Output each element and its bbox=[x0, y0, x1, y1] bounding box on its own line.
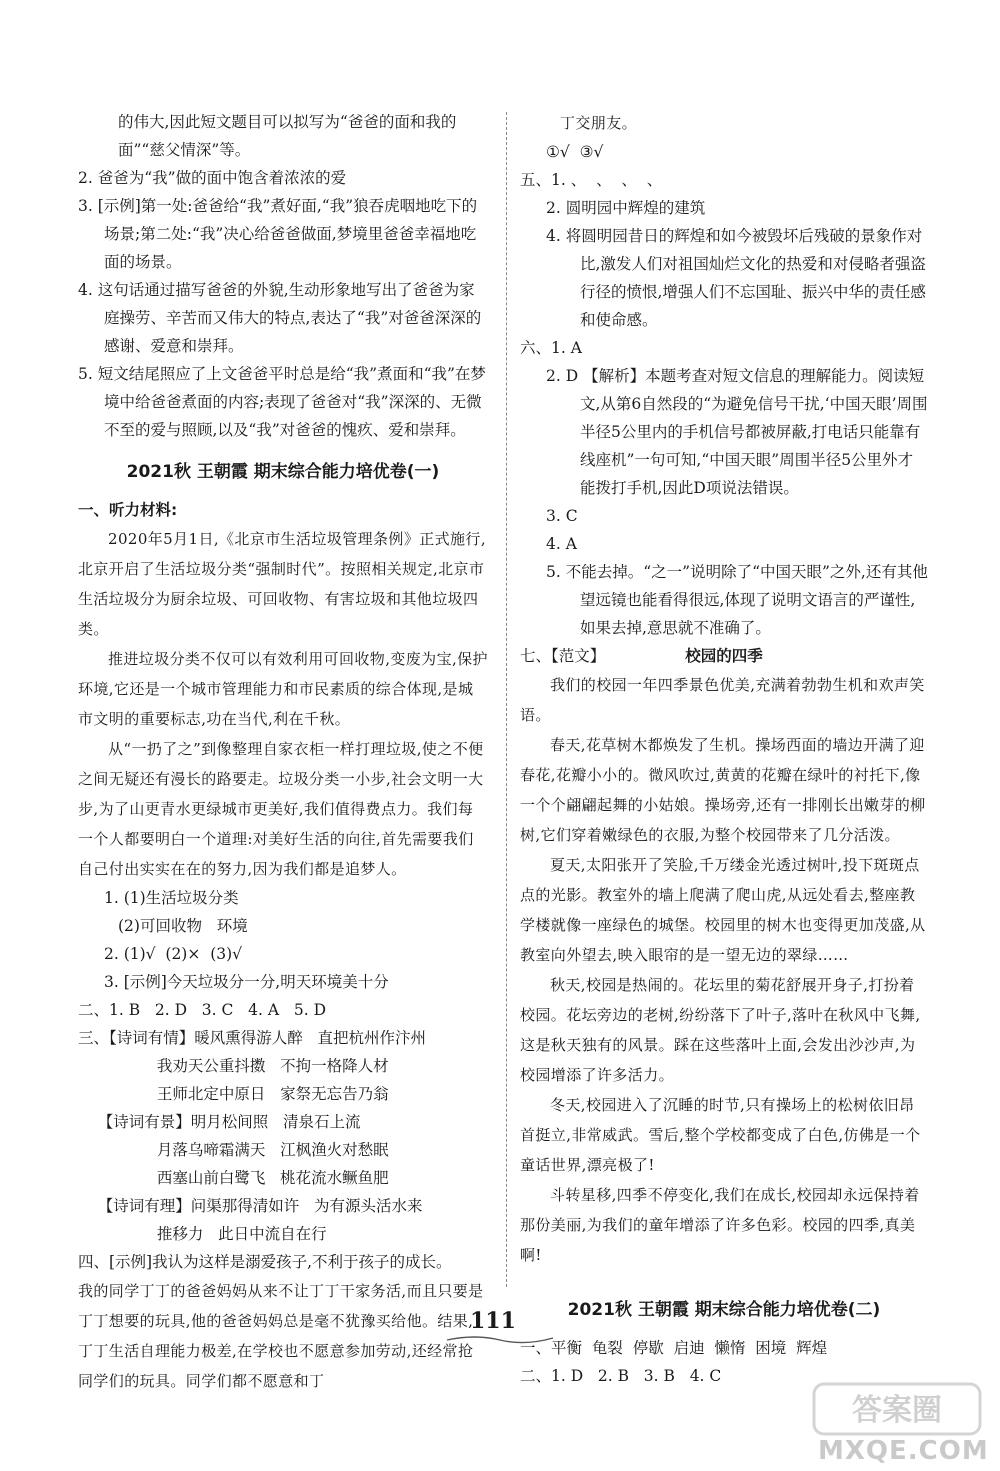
paragraph: 从“一扔了之”到像整理自家衣柜一样打理垃圾,使之不便之间无疑还有漫长的路要走。垃圾分类一小步,社会文明一大步,为了山更青水更绿城市更美好,我们值得费点力。我们每一个人都要明白一个道理:对美好生活的向往,首先需要我们自己付出实实在在的努力,因为我们都是追梦人。 bbox=[78, 740, 484, 878]
handwritten-answer bbox=[520, 108, 928, 138]
answer-item: 2. D 【解析】本题考查对短文信息的理解能力。阅读短文,从第6自然段的“为避免信号干扰,‘中国天眼’周围半径5公里内的手机信号都被屏蔽,打电话只能靠有线座机”一句可知,“中国天眼”周围半径5公里外才能拨打手机,因此D项说法错误。 bbox=[546, 367, 928, 497]
poem-line: 推移力 此日中流自在行 bbox=[78, 1225, 327, 1243]
watermark-text: MXQE.COM bbox=[818, 1436, 989, 1466]
poem-line: 月落乌啼霜满天 江枫渔火对愁眠 bbox=[78, 1141, 389, 1159]
section-title: 2021秋 王朝霞 期末综合能力培优卷(二) bbox=[567, 1300, 881, 1320]
paragraph: 秋天,校园是热闹的。花坛里的菊花舒展开身子,打扮着校园。花坛旁边的老树,纷纷落下了叶子,落叶在秋风中飞舞,这是秋天独有的风景。踩在这些落叶上面,会发出沙沙声,为校园增添了许多活力。 bbox=[520, 976, 921, 1084]
poem-line: 王师北定中原日 家祭无忘告乃翁 bbox=[78, 1085, 389, 1103]
section-label: 七、【范文】 bbox=[520, 647, 606, 665]
poem-answers bbox=[78, 1024, 488, 1248]
text-line: 的伟大,因此短文题目可以拟写为“爸爸的面和我的 bbox=[118, 113, 457, 131]
paragraph: 冬天,校园进入了沉睡的时节,只有操场上的松树依旧昂首挺立,非常威武。雪后,整个学校都变成了白色,仿佛是一个童话世界,漂亮极了! bbox=[520, 1096, 921, 1174]
poem-line: 西塞山前白鹭飞 桃花流水鳜鱼肥 bbox=[78, 1169, 389, 1187]
answer-item: 二、1. D 2. B 3. B 4. C bbox=[520, 1367, 722, 1385]
answer-item: 二、1. B 2. D 3. C 4. A 5. D bbox=[78, 1001, 327, 1019]
left-column bbox=[78, 108, 488, 1396]
handwritten-answer bbox=[78, 1276, 488, 1396]
paragraph: 丁交朋友。 bbox=[560, 114, 638, 132]
answer-item: 一、平衡 龟裂 停歇 启迪 懒惰 困境 辉煌 bbox=[520, 1339, 828, 1357]
answer-item: 五、1. 、 、 、 、 bbox=[520, 171, 663, 189]
paragraph: 斗转星移,四季不停变化,我们在成长,校园却永远保持着那份美丽,为我们的童年增添了许多色彩。校园的四季,真美啊! bbox=[520, 1186, 920, 1264]
paragraph: 推进垃圾分类不仅可以有效利用可回收物,变废为宝,保护环境,它还是一个城市管理能力和市民素质的综合体现,是城市文明的重要标志,功在当代,利在千秋。 bbox=[78, 650, 488, 728]
paragraph: 夏天,太阳张开了笑脸,千万缕金光透过树叶,投下斑斑点点的光影。教室外的墙上爬满了爬山虎,从远处看去,整座教学楼就像一座绿色的城堡。校园里的树木也变得更加茂盛,从教室向外望去,映入眼帘的是一望无边的翠绿…… bbox=[520, 856, 926, 964]
right-column bbox=[520, 108, 928, 1390]
paragraph: 我们的校园一年四季景色优美,充满着勃勃生机和欢声笑语。 bbox=[520, 676, 925, 724]
watermark-logo bbox=[812, 1378, 982, 1438]
section-label: 一、听力材料: bbox=[78, 501, 178, 519]
answer-item: (2)可回收物 环境 bbox=[118, 917, 248, 935]
answer-item: 3. [示例]第一处:爸爸给“我”煮好面,“我”狼吞虎咽地吃下的场景;第二处:“我”决心给爸爸做面,梦境里爸爸幸福地吃面的场景。 bbox=[78, 197, 478, 271]
answer-item: 4. 这句话通过描写爸爸的外貌,生动形象地写出了爸爸为家庭操劳、辛苦而又伟大的特点,表达了“我”对爸爸深深的感谢、爱意和崇拜。 bbox=[78, 281, 482, 355]
paragraph: 2020年5月1日,《北京市生活垃圾管理条例》正式施行,北京开启了生活垃圾分类“强制时代”。按照相关规定,北京市生活垃圾分为厨余垃圾、可回收物、有害垃圾和其他垃圾四类。 bbox=[78, 530, 486, 638]
poem-line: 三、【诗词有情】暖风熏得游人醉 直把杭州作汴州 bbox=[78, 1029, 427, 1047]
paragraph: 我的同学丁丁的爸爸妈妈从来不让丁丁干家务活,而且只要是丁丁想要的玩具,他的爸爸妈妈总是毫不犹豫买给他。结果,丁丁生活自理能力极差,在学校也不愿意参加劳动,还经常抢同学们的玩具。同学们都不愿意和丁 bbox=[78, 1282, 484, 1390]
listening-material bbox=[78, 524, 488, 884]
text-line: 面”“慈父情深”等。 bbox=[118, 141, 251, 159]
answer-item: 1. (1)生活垃圾分类 bbox=[104, 889, 239, 907]
paragraph: 春天,花草树木都焕发了生机。操场西面的墙边开满了迎春花,花瓣小小的。微风吹过,黄黄的花瓣在绿叶的衬托下,像一个个翩翩起舞的小姑娘。操场旁,还有一排刚长出嫩芽的柳树,它们穿着嫩绿色的衣服,为整个校园带来了几分活泼。 bbox=[520, 736, 926, 844]
column-divider bbox=[506, 112, 507, 1287]
answer-item: ①√ ③√ bbox=[546, 143, 604, 161]
answer-item: 2. 圆明园中辉煌的建筑 bbox=[546, 199, 706, 217]
answer-item: 4. A bbox=[546, 535, 577, 553]
answer-item: 六、1. A bbox=[520, 339, 582, 357]
watermark-logo-text: 答案圈 bbox=[852, 1393, 942, 1428]
section-title: 2021秋 王朝霞 期末综合能力培优卷(一) bbox=[126, 462, 440, 482]
answer-item: 2. 爸爸为“我”做的面中饱含着浓浓的爱 bbox=[78, 169, 347, 187]
answer-item: 3. [示例]今天垃圾分一分,明天环境美十分 bbox=[104, 973, 389, 991]
poem-line: 我劝天公重抖擞 不拘一格降人材 bbox=[78, 1057, 389, 1075]
page-ornament bbox=[445, 1334, 555, 1344]
answer-item: 5. 不能去掉。“之一”说明除了“中国天眼”之外,还有其他望远镜也能看得很远,体现了说明文语言的严谨性,如果去掉,意思就不准确了。 bbox=[546, 563, 928, 637]
answer-item: 5. 短文结尾照应了上文爸爸平时总是给“我”煮面和“我”在梦境中给爸爸煮面的内容;表现了爸爸对“我”深深的、无微不至的爱与照顾,以及“我”对爸爸的愧疚、爱和崇拜。 bbox=[78, 365, 486, 439]
answer-item: 3. C bbox=[546, 507, 578, 525]
answer-item: 4. 将圆明园昔日的辉煌和如今被毁坏后残破的景象作对比,激发人们对祖国灿烂文化的热爱和对侵略者强盗行径的愤恨,增强人们不忘国耻、振兴中华的责任感和使命感。 bbox=[546, 227, 926, 329]
model-essay bbox=[520, 670, 928, 1270]
answer-item: 四、[示例]我认为这样是溺爱孩子,不利于孩子的成长。 bbox=[78, 1253, 452, 1271]
poem-line: 【诗词有景】明月松间照 清泉石上流 bbox=[78, 1113, 361, 1131]
essay-header bbox=[520, 642, 928, 670]
essay-title: 校园的四季 bbox=[685, 646, 763, 665]
page-number: 111 bbox=[470, 1308, 516, 1334]
poem-line: 【诗词有理】问渠那得清如许 为有源头活水来 bbox=[78, 1197, 423, 1215]
answer-item: 2. (1)√ (2)× (3)√ bbox=[104, 945, 243, 963]
